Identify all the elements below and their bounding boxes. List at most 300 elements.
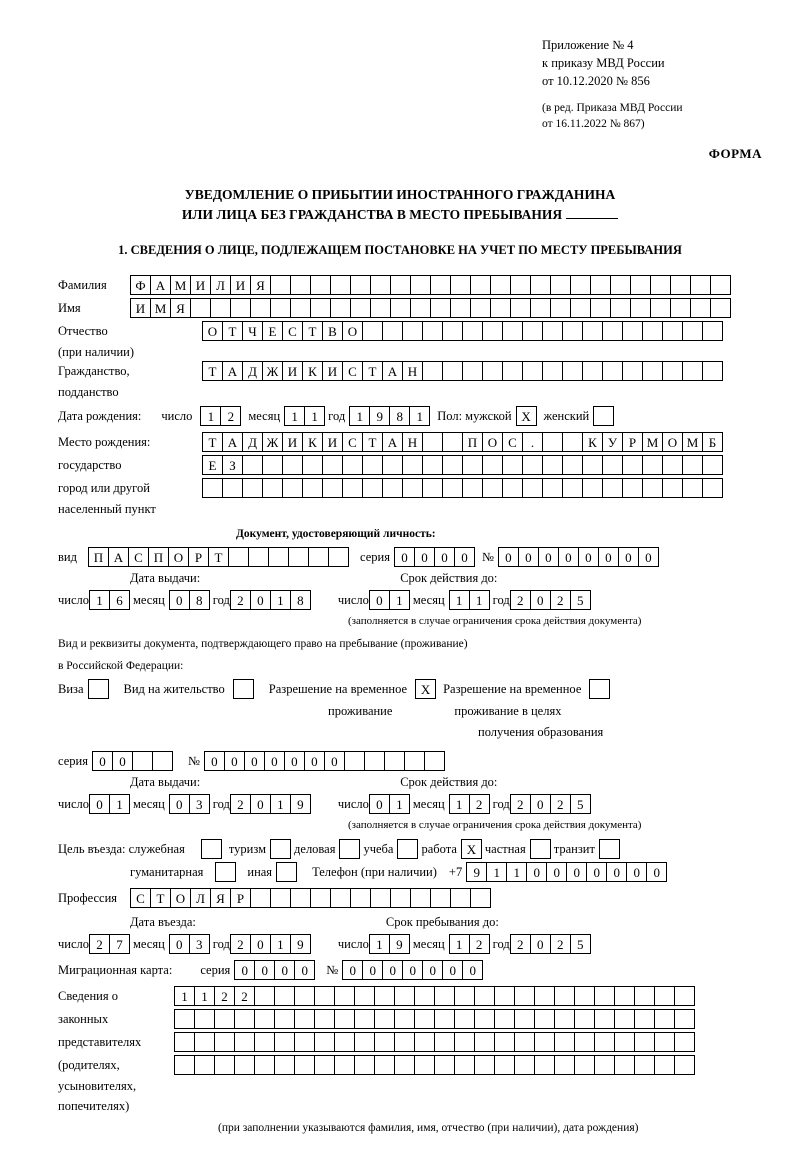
char-cell[interactable]: 5 (570, 934, 591, 954)
char-cell[interactable] (634, 1055, 655, 1075)
char-cell[interactable]: О (170, 888, 191, 908)
char-cell[interactable] (562, 432, 583, 452)
char-cell[interactable] (394, 1009, 415, 1029)
char-cell[interactable] (339, 839, 360, 859)
char-cell[interactable]: В (322, 321, 343, 341)
char-cell[interactable] (434, 1055, 455, 1075)
char-cell[interactable]: К (302, 432, 323, 452)
char-cell[interactable] (462, 455, 483, 475)
char-cell[interactable] (562, 455, 583, 475)
phone-input[interactable] (466, 862, 666, 882)
char-cell[interactable]: 0 (224, 751, 245, 771)
char-cell[interactable]: Х (516, 406, 537, 426)
char-cell[interactable] (262, 478, 283, 498)
char-cell[interactable] (210, 298, 231, 318)
char-cell[interactable] (314, 1009, 335, 1029)
char-cell[interactable] (702, 478, 723, 498)
char-cell[interactable]: 0 (578, 547, 599, 567)
char-cell[interactable]: Я (210, 888, 231, 908)
char-cell[interactable] (614, 1009, 635, 1029)
char-cell[interactable]: Р (622, 432, 643, 452)
char-cell[interactable] (574, 1032, 595, 1052)
purpose-private-checkbox[interactable] (530, 839, 550, 859)
char-cell[interactable] (614, 1055, 635, 1075)
purpose-work-checkbox[interactable] (461, 839, 481, 859)
char-cell[interactable] (330, 275, 351, 295)
char-cell[interactable]: И (230, 275, 251, 295)
char-cell[interactable] (434, 1032, 455, 1052)
char-cell[interactable] (374, 1009, 395, 1029)
char-cell[interactable] (230, 298, 251, 318)
char-cell[interactable] (404, 751, 425, 771)
char-cell[interactable]: О (482, 432, 503, 452)
char-cell[interactable] (354, 986, 375, 1006)
char-cell[interactable] (602, 478, 623, 498)
char-cell[interactable] (650, 275, 671, 295)
char-cell[interactable]: 0 (434, 547, 455, 567)
edu-residence-checkbox[interactable] (589, 679, 609, 699)
char-cell[interactable]: 5 (570, 590, 591, 610)
char-cell[interactable]: 1 (506, 862, 527, 882)
char-cell[interactable] (599, 839, 620, 859)
char-cell[interactable] (522, 455, 543, 475)
char-cell[interactable] (474, 1009, 495, 1029)
sex-female-checkbox[interactable] (593, 406, 613, 426)
char-cell[interactable] (322, 478, 343, 498)
char-cell[interactable]: 0 (538, 547, 559, 567)
char-cell[interactable]: 0 (546, 862, 567, 882)
char-cell[interactable] (233, 679, 254, 699)
char-cell[interactable] (215, 862, 236, 882)
char-cell[interactable] (382, 478, 403, 498)
char-cell[interactable] (494, 1032, 515, 1052)
char-cell[interactable] (194, 1032, 215, 1052)
char-cell[interactable] (482, 361, 503, 381)
doc-valid-year-input[interactable] (510, 590, 590, 610)
char-cell[interactable] (414, 986, 435, 1006)
char-cell[interactable] (250, 888, 271, 908)
char-cell[interactable] (228, 547, 249, 567)
purpose-humanitarian-checkbox[interactable] (215, 862, 235, 882)
char-cell[interactable] (542, 361, 563, 381)
char-cell[interactable] (582, 455, 603, 475)
char-cell[interactable] (201, 839, 222, 859)
char-cell[interactable]: Б (702, 432, 723, 452)
char-cell[interactable] (610, 275, 631, 295)
char-cell[interactable] (630, 298, 651, 318)
char-cell[interactable] (462, 361, 483, 381)
char-cell[interactable]: Т (150, 888, 171, 908)
char-cell[interactable]: 3 (189, 934, 210, 954)
char-cell[interactable]: 8 (389, 406, 410, 426)
permit-issue-month-input[interactable] (169, 794, 209, 814)
char-cell[interactable] (397, 839, 418, 859)
char-cell[interactable]: И (282, 432, 303, 452)
char-cell[interactable] (382, 321, 403, 341)
char-cell[interactable]: . (522, 432, 543, 452)
char-cell[interactable] (302, 455, 323, 475)
permit-valid-month-input[interactable] (449, 794, 489, 814)
char-cell[interactable]: 1 (349, 406, 370, 426)
char-cell[interactable]: 2 (230, 934, 251, 954)
char-cell[interactable] (248, 547, 269, 567)
char-cell[interactable] (132, 751, 153, 771)
char-cell[interactable] (654, 1009, 675, 1029)
mig-number-input[interactable] (342, 960, 482, 980)
char-cell[interactable]: С (502, 432, 523, 452)
char-cell[interactable]: 0 (274, 960, 295, 980)
char-cell[interactable]: Л (190, 888, 211, 908)
char-cell[interactable] (702, 455, 723, 475)
char-cell[interactable] (589, 679, 610, 699)
char-cell[interactable]: Ж (262, 361, 283, 381)
char-cell[interactable] (374, 1055, 395, 1075)
char-cell[interactable] (574, 986, 595, 1006)
char-cell[interactable] (574, 1009, 595, 1029)
char-cell[interactable] (682, 321, 703, 341)
char-cell[interactable]: 0 (250, 590, 271, 610)
char-cell[interactable]: 0 (169, 934, 190, 954)
char-cell[interactable]: К (302, 361, 323, 381)
permit-series-input[interactable] (92, 751, 172, 771)
stay-month-input[interactable] (449, 934, 489, 954)
char-cell[interactable]: 1 (409, 406, 430, 426)
char-cell[interactable] (382, 455, 403, 475)
char-cell[interactable]: Ч (242, 321, 263, 341)
char-cell[interactable]: Т (302, 321, 323, 341)
citizenship-input[interactable] (202, 361, 722, 381)
char-cell[interactable] (174, 1032, 195, 1052)
char-cell[interactable] (662, 455, 683, 475)
char-cell[interactable]: 7 (109, 934, 130, 954)
char-cell[interactable] (530, 275, 551, 295)
char-cell[interactable]: Р (188, 547, 209, 567)
doc-kind-input[interactable] (88, 547, 348, 567)
char-cell[interactable]: 0 (530, 794, 551, 814)
char-cell[interactable] (550, 275, 571, 295)
char-cell[interactable]: К (582, 432, 603, 452)
char-cell[interactable] (430, 888, 451, 908)
char-cell[interactable] (474, 1032, 495, 1052)
char-cell[interactable] (174, 1009, 195, 1029)
char-cell[interactable]: А (382, 361, 403, 381)
char-cell[interactable]: 0 (92, 751, 113, 771)
char-cell[interactable] (470, 888, 491, 908)
char-cell[interactable] (314, 1055, 335, 1075)
entry-day-input[interactable] (89, 934, 129, 954)
char-cell[interactable] (602, 455, 623, 475)
char-cell[interactable] (354, 1055, 375, 1075)
purpose-business-checkbox[interactable] (339, 839, 359, 859)
char-cell[interactable]: Н (402, 361, 423, 381)
char-cell[interactable] (634, 986, 655, 1006)
char-cell[interactable] (310, 275, 331, 295)
char-cell[interactable] (690, 275, 711, 295)
patronymic-input[interactable] (202, 321, 722, 341)
char-cell[interactable] (550, 298, 571, 318)
char-cell[interactable]: 1 (174, 986, 195, 1006)
char-cell[interactable]: П (88, 547, 109, 567)
char-cell[interactable]: 0 (324, 751, 345, 771)
char-cell[interactable] (554, 1009, 575, 1029)
char-cell[interactable]: 0 (626, 862, 647, 882)
char-cell[interactable]: 0 (646, 862, 667, 882)
char-cell[interactable] (262, 455, 283, 475)
char-cell[interactable] (414, 1055, 435, 1075)
char-cell[interactable]: А (108, 547, 129, 567)
char-cell[interactable]: С (342, 432, 363, 452)
residence-permit-checkbox[interactable] (233, 679, 253, 699)
char-cell[interactable]: 0 (244, 751, 265, 771)
char-cell[interactable] (554, 1055, 575, 1075)
char-cell[interactable]: П (462, 432, 483, 452)
char-cell[interactable] (562, 321, 583, 341)
char-cell[interactable]: 0 (526, 862, 547, 882)
char-cell[interactable]: 6 (109, 590, 130, 610)
char-cell[interactable]: 0 (638, 547, 659, 567)
char-cell[interactable] (630, 275, 651, 295)
char-cell[interactable] (402, 321, 423, 341)
char-cell[interactable]: М (150, 298, 171, 318)
char-cell[interactable] (328, 547, 349, 567)
char-cell[interactable] (354, 1009, 375, 1029)
char-cell[interactable] (622, 361, 643, 381)
purpose-service-checkbox[interactable] (201, 839, 221, 859)
char-cell[interactable]: 0 (618, 547, 639, 567)
char-cell[interactable] (582, 361, 603, 381)
char-cell[interactable]: 1 (469, 590, 490, 610)
char-cell[interactable] (294, 1009, 315, 1029)
char-cell[interactable] (450, 888, 471, 908)
sex-male-checkbox[interactable] (516, 406, 536, 426)
char-cell[interactable]: 0 (422, 960, 443, 980)
char-cell[interactable] (682, 455, 703, 475)
char-cell[interactable]: 0 (462, 960, 483, 980)
char-cell[interactable]: Ф (130, 275, 151, 295)
char-cell[interactable]: 1 (89, 590, 110, 610)
char-cell[interactable] (390, 298, 411, 318)
char-cell[interactable]: 2 (214, 986, 235, 1006)
char-cell[interactable] (234, 1032, 255, 1052)
char-cell[interactable]: 9 (369, 406, 390, 426)
char-cell[interactable] (294, 1055, 315, 1075)
char-cell[interactable] (602, 361, 623, 381)
char-cell[interactable] (582, 321, 603, 341)
doc-valid-month-input[interactable] (449, 590, 489, 610)
char-cell[interactable] (370, 298, 391, 318)
char-cell[interactable] (542, 432, 563, 452)
char-cell[interactable] (282, 478, 303, 498)
char-cell[interactable]: 1 (200, 406, 221, 426)
char-cell[interactable] (590, 298, 611, 318)
char-cell[interactable]: 8 (290, 590, 311, 610)
char-cell[interactable]: 1 (449, 794, 470, 814)
doc-issue-year-input[interactable] (230, 590, 310, 610)
char-cell[interactable]: 0 (369, 590, 390, 610)
char-cell[interactable]: С (130, 888, 151, 908)
char-cell[interactable] (234, 1055, 255, 1075)
char-cell[interactable] (654, 1055, 675, 1075)
char-cell[interactable] (270, 888, 291, 908)
char-cell[interactable] (494, 1009, 515, 1029)
char-cell[interactable]: 2 (550, 934, 571, 954)
char-cell[interactable] (384, 751, 405, 771)
char-cell[interactable] (530, 298, 551, 318)
char-cell[interactable] (334, 1009, 355, 1029)
char-cell[interactable] (454, 1032, 475, 1052)
char-cell[interactable] (514, 1055, 535, 1075)
char-cell[interactable] (442, 478, 463, 498)
char-cell[interactable] (390, 888, 411, 908)
char-cell[interactable]: С (282, 321, 303, 341)
char-cell[interactable] (614, 986, 635, 1006)
char-cell[interactable]: М (642, 432, 663, 452)
char-cell[interactable] (254, 1032, 275, 1052)
char-cell[interactable] (654, 986, 675, 1006)
char-cell[interactable] (502, 361, 523, 381)
char-cell[interactable] (274, 1055, 295, 1075)
char-cell[interactable]: 1 (270, 590, 291, 610)
profession-input[interactable] (130, 888, 490, 908)
char-cell[interactable] (590, 275, 611, 295)
char-cell[interactable] (582, 478, 603, 498)
char-cell[interactable]: 0 (304, 751, 325, 771)
char-cell[interactable] (522, 361, 543, 381)
char-cell[interactable] (350, 298, 371, 318)
char-cell[interactable]: 2 (230, 590, 251, 610)
char-cell[interactable]: Т (362, 361, 383, 381)
char-cell[interactable] (642, 478, 663, 498)
char-cell[interactable] (88, 679, 109, 699)
char-cell[interactable]: Ж (262, 432, 283, 452)
char-cell[interactable] (510, 298, 531, 318)
char-cell[interactable]: Т (202, 361, 223, 381)
char-cell[interactable] (454, 1055, 475, 1075)
char-cell[interactable] (402, 478, 423, 498)
char-cell[interactable] (254, 1055, 275, 1075)
char-cell[interactable] (268, 547, 289, 567)
char-cell[interactable] (414, 1032, 435, 1052)
char-cell[interactable]: 0 (264, 751, 285, 771)
permit-issue-year-input[interactable] (230, 794, 310, 814)
char-cell[interactable] (370, 888, 391, 908)
char-cell[interactable] (594, 1009, 615, 1029)
char-cell[interactable] (194, 1009, 215, 1029)
char-cell[interactable]: И (322, 361, 343, 381)
char-cell[interactable] (190, 298, 211, 318)
char-cell[interactable]: 1 (389, 590, 410, 610)
char-cell[interactable] (202, 478, 223, 498)
char-cell[interactable] (410, 888, 431, 908)
char-cell[interactable]: 2 (510, 794, 531, 814)
char-cell[interactable]: А (150, 275, 171, 295)
char-cell[interactable] (482, 455, 503, 475)
char-cell[interactable] (562, 361, 583, 381)
legal-rep-input-row2[interactable] (174, 1009, 694, 1029)
char-cell[interactable]: И (190, 275, 211, 295)
char-cell[interactable]: 0 (169, 794, 190, 814)
char-cell[interactable]: 0 (89, 794, 110, 814)
char-cell[interactable] (450, 275, 471, 295)
char-cell[interactable] (242, 478, 263, 498)
char-cell[interactable] (310, 298, 331, 318)
char-cell[interactable]: 0 (558, 547, 579, 567)
mig-series-input[interactable] (234, 960, 314, 980)
name-input[interactable] (130, 298, 730, 318)
char-cell[interactable] (622, 478, 643, 498)
char-cell[interactable]: 9 (466, 862, 487, 882)
char-cell[interactable] (422, 478, 443, 498)
permit-valid-year-input[interactable] (510, 794, 590, 814)
char-cell[interactable] (214, 1032, 235, 1052)
entry-year-input[interactable] (230, 934, 310, 954)
char-cell[interactable] (350, 275, 371, 295)
char-cell[interactable] (674, 1009, 695, 1029)
char-cell[interactable]: А (222, 361, 243, 381)
birth-day-input[interactable] (200, 406, 240, 426)
doc-series-input[interactable] (394, 547, 474, 567)
char-cell[interactable]: 0 (606, 862, 627, 882)
char-cell[interactable]: 1 (109, 794, 130, 814)
char-cell[interactable] (702, 361, 723, 381)
char-cell[interactable]: 1 (486, 862, 507, 882)
char-cell[interactable] (534, 1032, 555, 1052)
char-cell[interactable]: 0 (294, 960, 315, 980)
doc-issue-month-input[interactable] (169, 590, 209, 610)
char-cell[interactable] (194, 1055, 215, 1075)
char-cell[interactable] (634, 1032, 655, 1052)
birth-month-input[interactable] (284, 406, 324, 426)
char-cell[interactable] (254, 1009, 275, 1029)
char-cell[interactable] (482, 321, 503, 341)
char-cell[interactable]: У (602, 432, 623, 452)
char-cell[interactable] (690, 298, 711, 318)
char-cell[interactable]: 2 (469, 934, 490, 954)
permit-number-input[interactable] (204, 751, 444, 771)
purpose-other-checkbox[interactable] (276, 862, 296, 882)
char-cell[interactable] (342, 455, 363, 475)
char-cell[interactable]: З (222, 455, 243, 475)
char-cell[interactable] (364, 751, 385, 771)
char-cell[interactable]: 2 (89, 934, 110, 954)
birthplace-city-input-row2[interactable] (202, 455, 722, 475)
char-cell[interactable] (414, 1009, 435, 1029)
char-cell[interactable] (470, 275, 491, 295)
char-cell[interactable] (214, 1009, 235, 1029)
char-cell[interactable] (222, 478, 243, 498)
char-cell[interactable]: 0 (234, 960, 255, 980)
char-cell[interactable]: 0 (394, 547, 415, 567)
char-cell[interactable] (310, 888, 331, 908)
char-cell[interactable]: 0 (254, 960, 275, 980)
char-cell[interactable] (434, 1009, 455, 1029)
char-cell[interactable] (374, 1032, 395, 1052)
char-cell[interactable]: Д (242, 361, 263, 381)
char-cell[interactable] (554, 1032, 575, 1052)
char-cell[interactable] (294, 1032, 315, 1052)
char-cell[interactable] (394, 986, 415, 1006)
birthplace-city-input-row3[interactable] (202, 478, 722, 498)
entry-month-input[interactable] (169, 934, 209, 954)
char-cell[interactable] (634, 1009, 655, 1029)
visa-checkbox[interactable] (88, 679, 108, 699)
char-cell[interactable] (593, 406, 614, 426)
doc-number-input[interactable] (498, 547, 658, 567)
char-cell[interactable] (270, 298, 291, 318)
char-cell[interactable]: 2 (469, 794, 490, 814)
char-cell[interactable] (374, 986, 395, 1006)
legal-rep-input-row3[interactable] (174, 1032, 694, 1052)
